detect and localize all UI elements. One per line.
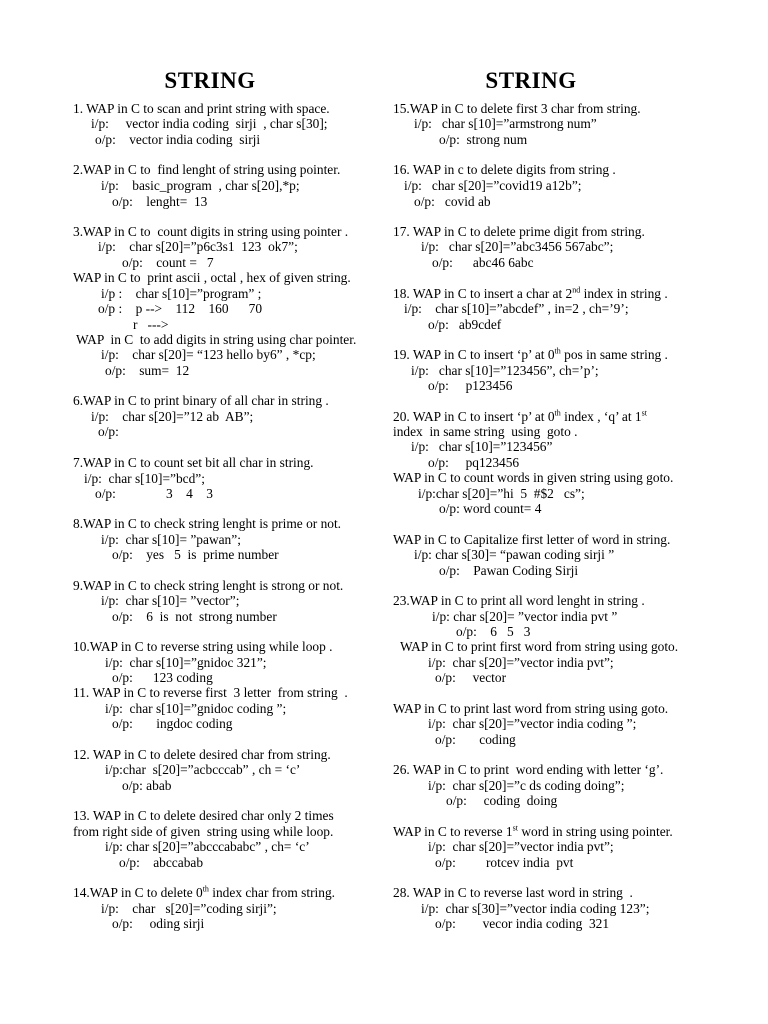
right-column-line: WAP in C to print first word from string using goto.	[400, 639, 679, 654]
left-column-line: i/p: basic_program , char s[20],*p;	[101, 178, 300, 193]
left-column-line: WAP in C to add digits in string using char pointer.	[76, 332, 357, 347]
right-column-line: o/p: Pawan Coding Sirji	[439, 563, 579, 578]
right-column-line: i/p: char s[30]=”vector india coding 123”;	[421, 901, 650, 916]
left-column-line: 7.WAP in C to count set bit all char in string.	[73, 455, 314, 470]
left-column-line: 2.WAP in C to find lenght of string using pointer.	[73, 162, 341, 177]
left-column-line: i/p: char s[10]= ”pawan”;	[101, 532, 241, 547]
left-column-line: o/p: lenght= 13	[112, 194, 208, 209]
left-column-line: i/p: char s[10]=”gnidoc coding ”;	[105, 701, 287, 716]
right-column-line: WAP in C to count words in given string using goto.	[393, 470, 674, 485]
right-column-line: 26. WAP in C to print word ending with letter ‘g’.	[393, 762, 664, 777]
right-column-line: 18. WAP in C to insert a char at 2nd index in string .	[393, 285, 668, 301]
right-column-line: o/p: vecor india coding 321	[435, 916, 610, 931]
right-column-line: o/p: coding	[435, 732, 516, 747]
left-column-line: WAP in C to print ascii , octal , hex of given string.	[73, 270, 351, 285]
left-column-line: i/p: char s[10]=”bcd”;	[84, 471, 205, 486]
right-column-line: i/p: char s[20]= ”vector india pvt ”	[432, 609, 618, 624]
left-column-line: o/p: 3 4 3	[95, 486, 213, 501]
right-column-line: o/p: vector	[435, 670, 507, 685]
right-column-line: i/p: char s[10]=”123456”	[411, 439, 553, 454]
left-column-line: o/p: abccabab	[119, 855, 204, 870]
left-column-line: i/p: char s[20]=”abcccababc” , ch= ‘c’	[105, 839, 310, 854]
left-column-line: from right side of given string using while loop.	[73, 824, 334, 839]
left-column-line: 14.WAP in C to delete 0th index char from string.	[73, 884, 335, 900]
left-column-line: o/p: abab	[122, 778, 172, 793]
right-column-line: 15.WAP in C to delete first 3 char from string.	[393, 101, 641, 116]
left-column-line: i/p: vector india coding sirji , char s[30];	[91, 116, 328, 131]
right-column-line: o/p: pq123456	[428, 455, 520, 470]
left-column-title: STRING	[164, 68, 256, 93]
left-column-line: r --->	[133, 317, 169, 332]
left-column-line: o/p: vector india coding sirji	[95, 132, 261, 147]
right-column-line: 17. WAP in C to delete prime digit from string.	[393, 224, 645, 239]
left-column-line: o/p: yes 5 is prime number	[112, 547, 279, 562]
right-column-line: i/p: char s[10]=”abcdef” , in=2 , ch=’9’;	[404, 301, 629, 316]
right-column-line: i/p: char s[30]= “pawan coding sirji ”	[414, 547, 615, 562]
left-column-line: i/p: char s[20]=”12 ab AB”;	[91, 409, 254, 424]
right-column-line: i/p: char s[20]=”vector india pvt”;	[428, 839, 614, 854]
right-column-line: o/p: word count= 4	[439, 501, 542, 516]
right-column-line: o/p: abc46 6abc	[432, 255, 534, 270]
left-column-line: i/p:char s[20]=”acbcccab” , ch = ‘c’	[105, 762, 301, 777]
right-column-line: o/p: p123456	[428, 378, 513, 393]
right-column-line: i/p: char s[10]=”123456”, ch=’p’;	[411, 363, 599, 378]
left-column-line: o/p: oding sirji	[112, 916, 205, 931]
left-column-line: i/p: char s[20]=”p6c3s1 123 ok7”;	[98, 239, 298, 254]
right-column-line: WAP in C to Capitalize first letter of word in string.	[393, 532, 671, 547]
left-column-line: i/p: char s[20]=”coding sirji”;	[101, 901, 277, 916]
right-column-line: 23.WAP in C to print all word lenght in string .	[393, 593, 645, 608]
right-column-line: 20. WAP in C to insert ‘p’ at 0th index , ‘q’ at 1st	[393, 408, 647, 424]
left-column-line: o/p: count = 7	[122, 255, 214, 270]
right-column-line: o/p: 6 5 3	[456, 624, 531, 639]
right-column-line: o/p: rotcev india pvt	[435, 855, 574, 870]
right-column-line: 16. WAP in c to delete digits from string .	[393, 162, 616, 177]
left-column-line: 3.WAP in C to count digits in string using pointer .	[73, 224, 349, 239]
right-column-line: WAP in C to print last word from string using goto.	[393, 701, 669, 716]
left-column-line: o/p: 6 is not strong number	[112, 609, 277, 624]
left-column-line: o/p:	[98, 424, 119, 439]
left-column-line: 8.WAP in C to check string lenght is prime or not.	[73, 516, 342, 531]
right-column-line: 19. WAP in C to insert ‘p’ at 0th pos in same string .	[393, 346, 668, 362]
left-column-line: o/p : p --> 112 160 70	[98, 301, 263, 316]
left-column-line: 11. WAP in C to reverse first 3 letter from string .	[73, 685, 348, 700]
right-column-line: i/p: char s[20]=”vector india pvt”;	[428, 655, 614, 670]
left-column-line: 6.WAP in C to print binary of all char in string .	[73, 393, 329, 408]
right-column-line: i/p: char s[20]=”vector india coding ”;	[428, 716, 637, 731]
right-column-line: 28. WAP in C to reverse last word in string .	[393, 885, 633, 900]
left-column-line: i/p : char s[10]=”program” ;	[101, 286, 262, 301]
right-column-line: o/p: ab9cdef	[428, 317, 502, 332]
right-column-line: WAP in C to reverse 1st word in string using pointer.	[393, 823, 673, 839]
left-column-line: 12. WAP in C to delete desired char from string.	[73, 747, 331, 762]
left-column-line: i/p: char s[10]=”gnidoc 321”;	[105, 655, 267, 670]
left-column-line: i/p: char s[20]= “123 hello by6” , *cp;	[101, 347, 316, 362]
right-column-line: i/p: char s[20]=”c ds coding doing”;	[428, 778, 625, 793]
left-column-line: 10.WAP in C to reverse string using while loop .	[73, 639, 333, 654]
left-column-line: o/p: 123 coding	[112, 670, 213, 685]
left-column-line: 9.WAP in C to check string lenght is strong or not.	[73, 578, 344, 593]
right-column-line: i/p: char s[20]=”abc3456 567abc”;	[421, 239, 614, 254]
right-column-line: i/p: char s[20]=”covid19 a12b”;	[404, 178, 582, 193]
right-column-line: i/p: char s[10]=”armstrong num”	[414, 116, 597, 131]
left-column-line: 1. WAP in C to scan and print string with space.	[73, 101, 330, 116]
left-column-line: 13. WAP in C to delete desired char only 2 times	[73, 808, 334, 823]
right-column-line: o/p: strong num	[439, 132, 528, 147]
right-column-line: index in same string using goto .	[393, 424, 578, 439]
right-column-line: o/p: coding doing	[446, 793, 558, 808]
right-column-line: i/p:char s[20]=”hi 5 #$2 cs”;	[418, 486, 585, 501]
left-column-line: o/p: sum= 12	[105, 363, 190, 378]
right-column-title: STRING	[485, 68, 577, 93]
right-column-line: o/p: covid ab	[414, 194, 491, 209]
left-column-line: i/p: char s[10]= ”vector”;	[101, 593, 240, 608]
left-column-line: o/p: ingdoc coding	[112, 716, 233, 731]
